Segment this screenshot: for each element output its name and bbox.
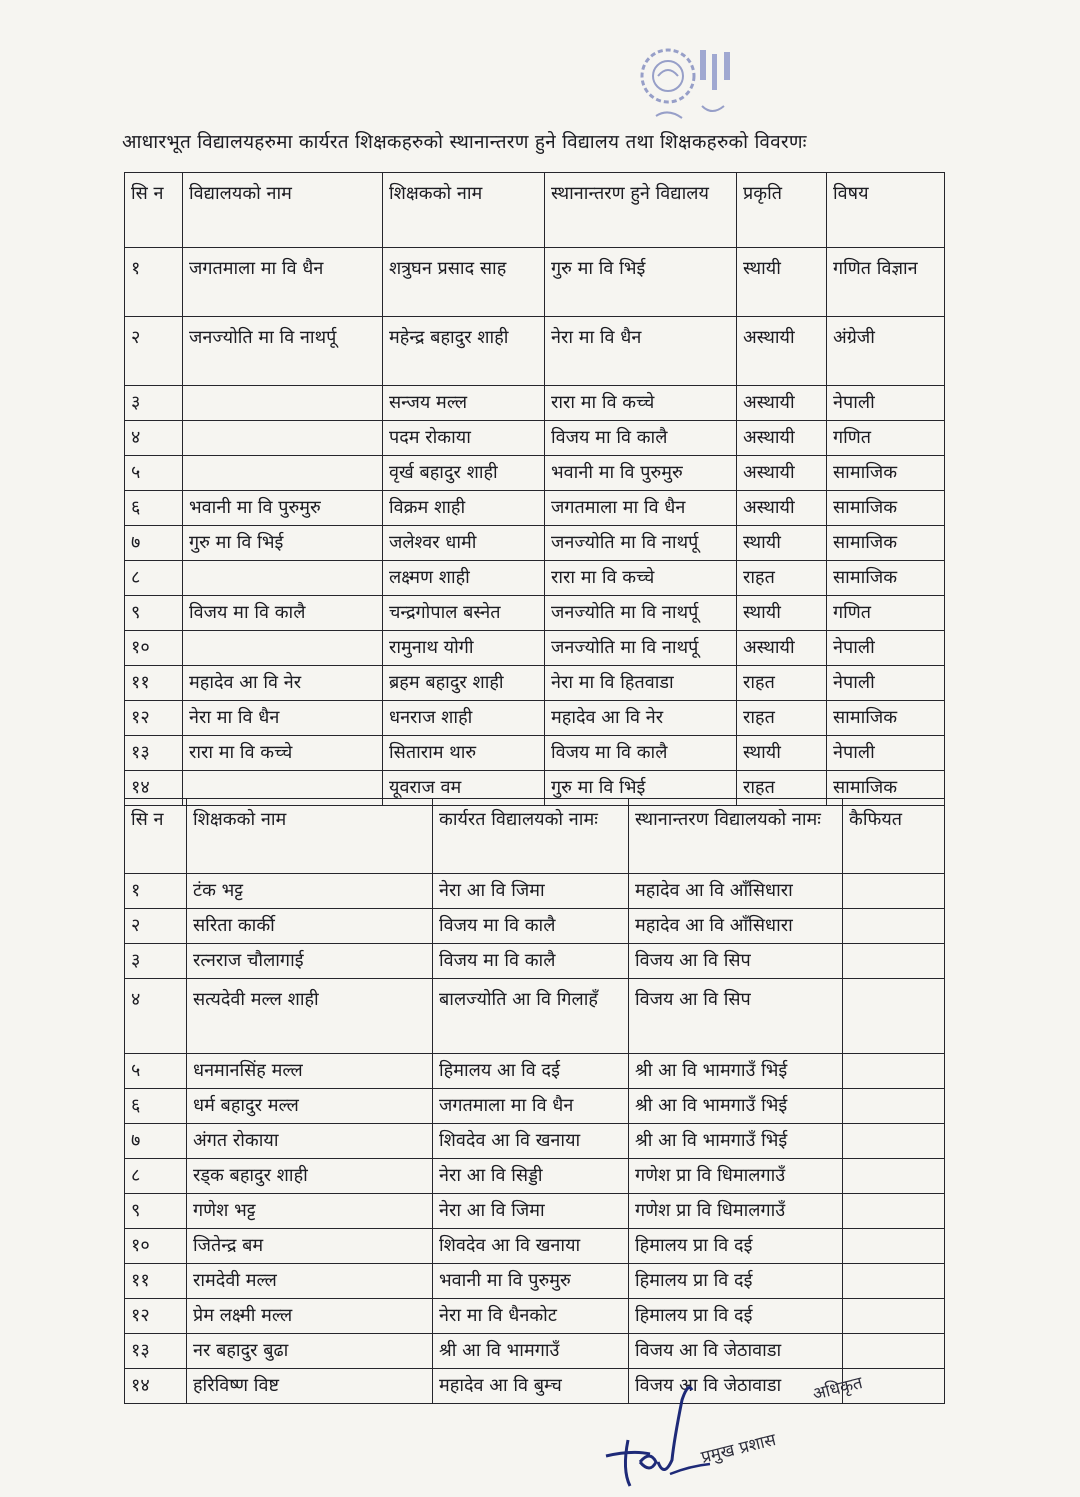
nature-cell: स्थायी	[737, 526, 827, 561]
teacher-name-cell: शत्रुघन प्रसाद साह	[383, 248, 545, 317]
current-school-cell: भवानी मा वि पुरुमुरु	[433, 1264, 629, 1299]
teacher-name-cell: विक्रम शाही	[383, 491, 545, 526]
transfer-school-cell: महादेव आ वि नेर	[545, 701, 737, 736]
nature-cell: स्थायी	[737, 596, 827, 631]
subject-cell: सामाजिक	[827, 701, 945, 736]
serial-cell: ५	[125, 1054, 187, 1089]
table-row	[125, 1264, 945, 1299]
transfer-school-cell: नेरा मा वि हितवाडा	[545, 666, 737, 701]
table-row	[125, 701, 945, 736]
serial-cell: ८	[125, 1159, 187, 1194]
table-row	[125, 1299, 945, 1334]
table-row	[125, 421, 945, 456]
teacher-name-cell: यूवराज वम	[383, 771, 545, 806]
header-current-school: कार्यरत विद्यालयको नामः	[433, 799, 629, 874]
nature-cell: स्थायी	[737, 736, 827, 771]
school-name-cell: रारा मा वि कच्चे	[183, 736, 383, 771]
nature-cell: अस्थायी	[737, 456, 827, 491]
current-school-cell: विजय मा वि कालै	[433, 909, 629, 944]
remarks-cell	[843, 1054, 945, 1089]
serial-cell: ४	[125, 421, 183, 456]
school-name-cell: गुरु मा वि भिई	[183, 526, 383, 561]
signature-designation: प्रमुख प्रशास	[699, 1430, 778, 1468]
remarks-cell	[843, 1334, 945, 1369]
transfer-school-cell: हिमालय प्रा वि दई	[629, 1264, 843, 1299]
current-school-cell: जगतमाला मा वि धैन	[433, 1089, 629, 1124]
school-name-cell	[183, 386, 383, 421]
serial-cell: १४	[125, 771, 183, 806]
school-name-cell	[183, 631, 383, 666]
subject-cell: सामाजिक	[827, 491, 945, 526]
current-school-cell: श्री आ वि भामगाउँ	[433, 1334, 629, 1369]
transfer-table-schools	[124, 172, 945, 806]
serial-cell: ६	[125, 1089, 187, 1124]
serial-cell: ३	[125, 386, 183, 421]
subject-cell: गणित विज्ञान	[827, 248, 945, 317]
transfer-school-cell: जनज्योति मा वि नाथर्पू	[545, 631, 737, 666]
subject-cell: सामाजिक	[827, 561, 945, 596]
nature-cell: अस्थायी	[737, 386, 827, 421]
remarks-cell	[843, 1229, 945, 1264]
school-name-cell: जगतमाला मा वि धैन	[183, 248, 383, 317]
table-row	[125, 736, 945, 771]
table-row	[125, 944, 945, 979]
table-row	[125, 1054, 945, 1089]
table-row	[125, 491, 945, 526]
table-row	[125, 666, 945, 701]
current-school-cell: शिवदेव आ वि खनाया	[433, 1124, 629, 1159]
transfer-school-cell: जगतमाला मा वि धैन	[545, 491, 737, 526]
transfer-school-cell: विजय आ वि जेठावाडा	[629, 1334, 843, 1369]
serial-cell: ११	[125, 1264, 187, 1299]
nature-cell: राहत	[737, 561, 827, 596]
serial-cell: ७	[125, 1124, 187, 1159]
table-row	[125, 248, 945, 317]
table-row	[125, 1229, 945, 1264]
table-row	[125, 1089, 945, 1124]
remarks-cell	[843, 874, 945, 909]
school-name-cell	[183, 421, 383, 456]
transfer-school-cell: श्री आ वि भामगाउँ भिई	[629, 1089, 843, 1124]
serial-cell: २	[125, 909, 187, 944]
remarks-cell	[843, 944, 945, 979]
handwritten-signature	[600, 1370, 730, 1490]
teacher-name-cell: रामुनाथ योगी	[383, 631, 545, 666]
subject-cell: अंग्रेजी	[827, 317, 945, 386]
table-row	[125, 909, 945, 944]
table-row	[125, 1124, 945, 1159]
remarks-cell	[843, 1089, 945, 1124]
subject-cell: सामाजिक	[827, 771, 945, 806]
nature-cell: अस्थायी	[737, 421, 827, 456]
transfer-school-cell: विजय मा वि कालै	[545, 736, 737, 771]
remarks-cell	[843, 979, 945, 1054]
transfer-school-cell: नेरा मा वि धैन	[545, 317, 737, 386]
serial-cell: १	[125, 248, 183, 317]
current-school-cell: बालज्योति आ वि गिलाहँ	[433, 979, 629, 1054]
subject-cell: नेपाली	[827, 386, 945, 421]
remarks-cell	[843, 1159, 945, 1194]
serial-cell: १४	[125, 1369, 187, 1404]
transfer-school-cell: जनज्योति मा वि नाथर्पू	[545, 596, 737, 631]
table-row	[125, 1194, 945, 1229]
signature-officer: अधिकृत	[810, 1373, 865, 1405]
teacher-name-cell: गणेश भट्ट	[187, 1194, 433, 1229]
nature-cell: राहत	[737, 666, 827, 701]
serial-cell: ८	[125, 561, 183, 596]
teacher-name-cell: पदम रोकाया	[383, 421, 545, 456]
teacher-name-cell: सत्यदेवी मल्ल शाही	[187, 979, 433, 1054]
serial-cell: ११	[125, 666, 183, 701]
transfer-school-cell: रारा मा वि कच्चे	[545, 561, 737, 596]
teacher-name-cell: सिताराम थारु	[383, 736, 545, 771]
office-seal-stamp	[628, 40, 746, 140]
table-row	[125, 874, 945, 909]
signature-block	[600, 1370, 900, 1495]
transfer-school-cell: गणेश प्रा वि धिमालगाउँ	[629, 1194, 843, 1229]
table-row	[125, 386, 945, 421]
header-serial: सि न	[125, 799, 187, 874]
teacher-name-cell: टंक भट्ट	[187, 874, 433, 909]
current-school-cell: नेरा आ वि जिमा	[433, 1194, 629, 1229]
current-school-cell: महादेव आ वि बुम्च	[433, 1369, 629, 1404]
teacher-name-cell: प्रेम लक्ष्मी मल्ल	[187, 1299, 433, 1334]
serial-cell: ९	[125, 1194, 187, 1229]
current-school-cell: नेरा मा वि धैनकोट	[433, 1299, 629, 1334]
remarks-cell	[843, 1264, 945, 1299]
remarks-cell	[843, 1194, 945, 1229]
transfer-school-cell: विजय मा वि कालै	[545, 421, 737, 456]
subject-cell: नेपाली	[827, 631, 945, 666]
teacher-name-cell: रामदेवी मल्ल	[187, 1264, 433, 1299]
teacher-name-cell: धर्म बहादुर मल्ल	[187, 1089, 433, 1124]
teacher-name-cell: लक्ष्मण शाही	[383, 561, 545, 596]
school-name-cell	[183, 456, 383, 491]
remarks-cell	[843, 1299, 945, 1334]
header-remarks: कैफियत	[843, 799, 945, 874]
current-school-cell: शिवदेव आ वि खनाया	[433, 1229, 629, 1264]
serial-cell: १०	[125, 631, 183, 666]
subject-cell: सामाजिक	[827, 456, 945, 491]
serial-cell: १२	[125, 701, 183, 736]
table-row	[125, 1159, 945, 1194]
nature-cell: अस्थायी	[737, 491, 827, 526]
transfer-school-cell: हिमालय प्रा वि दई	[629, 1299, 843, 1334]
table-row	[125, 317, 945, 386]
subject-cell: नेपाली	[827, 666, 945, 701]
serial-cell: १३	[125, 736, 183, 771]
serial-cell: १२	[125, 1299, 187, 1334]
page-heading: आधारभूत विद्यालयहरुमा कार्यरत शिक्षकहरुको स्थानान्तरण हुने विद्यालय तथा शिक्षकहरुको विवरणः	[122, 131, 807, 153]
serial-cell: ५	[125, 456, 183, 491]
transfer-table-teachers	[124, 798, 945, 1404]
teacher-name-cell: ब्रहम बहादुर शाही	[383, 666, 545, 701]
table-row	[125, 1334, 945, 1369]
serial-cell: ६	[125, 491, 183, 526]
transfer-school-cell: विजय आ वि सिप	[629, 944, 843, 979]
teacher-name-cell: रड्क बहादुर शाही	[187, 1159, 433, 1194]
remarks-cell	[843, 909, 945, 944]
remarks-cell	[843, 1124, 945, 1159]
nature-cell: अस्थायी	[737, 317, 827, 386]
transfer-school-cell: श्री आ वि भामगाउँ भिई	[629, 1054, 843, 1089]
transfer-school-cell: भवानी मा वि पुरुमुरु	[545, 456, 737, 491]
school-name-cell: जनज्योति मा वि नाथर्पू	[183, 317, 383, 386]
serial-cell: १३	[125, 1334, 187, 1369]
table-row	[125, 526, 945, 561]
transfer-school-cell: गणेश प्रा वि धिमालगाउँ	[629, 1159, 843, 1194]
teacher-name-cell: अंगत रोकाया	[187, 1124, 433, 1159]
header-transfer-school: स्थानान्तरण विद्यालयको नामः	[629, 799, 843, 874]
subject-cell: गणित	[827, 596, 945, 631]
teacher-name-cell: महेन्द्र बहादुर शाही	[383, 317, 545, 386]
transfer-school-cell: रारा मा वि कच्चे	[545, 386, 737, 421]
transfer-school-cell: हिमालय प्रा वि दई	[629, 1229, 843, 1264]
subject-cell: नेपाली	[827, 736, 945, 771]
teacher-name-cell: धनमानसिंह मल्ल	[187, 1054, 433, 1089]
teacher-name-cell: सन्जय मल्ल	[383, 386, 545, 421]
table-row	[125, 596, 945, 631]
teacher-name-cell: नर बहादुर बुढा	[187, 1334, 433, 1369]
transfer-school-cell: गुरु मा वि भिई	[545, 771, 737, 806]
teacher-name-cell: जितेन्द्र बम	[187, 1229, 433, 1264]
nature-cell: राहत	[737, 771, 827, 806]
header-nature: प्रकृति	[737, 173, 827, 248]
subject-cell: सामाजिक	[827, 526, 945, 561]
current-school-cell: नेरा आ वि सिड्डी	[433, 1159, 629, 1194]
header-school-name: विद्यालयको नाम	[183, 173, 383, 248]
header-teacher-name: शिक्षकको नाम	[383, 173, 545, 248]
teacher-name-cell: चन्द्रगोपाल बस्नेत	[383, 596, 545, 631]
transfer-school-cell: महादेव आ वि आँसिधारा	[629, 874, 843, 909]
table-row	[125, 979, 945, 1054]
header-serial: सि न	[125, 173, 183, 248]
nature-cell: स्थायी	[737, 248, 827, 317]
teacher-name-cell: हरिविष्ण विष्ट	[187, 1369, 433, 1404]
table-header-row	[125, 173, 945, 248]
table-header-row	[125, 799, 945, 874]
subject-cell: गणित	[827, 421, 945, 456]
serial-cell: १	[125, 874, 187, 909]
header-transfer-school: स्थानान्तरण हुने विद्यालय	[545, 173, 737, 248]
nature-cell: अस्थायी	[737, 631, 827, 666]
serial-cell: ४	[125, 979, 187, 1054]
school-name-cell	[183, 561, 383, 596]
serial-cell: ९	[125, 596, 183, 631]
school-name-cell: भवानी मा वि पुरुमुरु	[183, 491, 383, 526]
serial-cell: ७	[125, 526, 183, 561]
teacher-name-cell: धनराज शाही	[383, 701, 545, 736]
transfer-school-cell: महादेव आ वि आँसिधारा	[629, 909, 843, 944]
serial-cell: २	[125, 317, 183, 386]
transfer-school-cell: विजय आ वि जेठावाडा	[629, 1369, 843, 1404]
table-row	[125, 456, 945, 491]
transfer-school-cell: श्री आ वि भामगाउँ भिई	[629, 1124, 843, 1159]
transfer-school-cell: जनज्योति मा वि नाथर्पू	[545, 526, 737, 561]
teacher-name-cell: रत्नराज चौलागाई	[187, 944, 433, 979]
school-name-cell: विजय मा वि कालै	[183, 596, 383, 631]
header-teacher-name: शिक्षकको नाम	[187, 799, 433, 874]
current-school-cell: नेरा आ वि जिमा	[433, 874, 629, 909]
table-row	[125, 561, 945, 596]
table-row	[125, 631, 945, 666]
current-school-cell: विजय मा वि कालै	[433, 944, 629, 979]
current-school-cell: हिमालय आ वि दई	[433, 1054, 629, 1089]
teacher-name-cell: जलेश्वर धामी	[383, 526, 545, 561]
teacher-name-cell: सरिता कार्की	[187, 909, 433, 944]
teacher-name-cell: वृर्ख बहादुर शाही	[383, 456, 545, 491]
nature-cell: राहत	[737, 701, 827, 736]
header-subject: विषय	[827, 173, 945, 248]
school-name-cell: नेरा मा वि धैन	[183, 701, 383, 736]
transfer-school-cell: गुरु मा वि भिई	[545, 248, 737, 317]
transfer-school-cell: विजय आ वि सिप	[629, 979, 843, 1054]
serial-cell: १०	[125, 1229, 187, 1264]
school-name-cell: महादेव आ वि नेर	[183, 666, 383, 701]
serial-cell: ३	[125, 944, 187, 979]
